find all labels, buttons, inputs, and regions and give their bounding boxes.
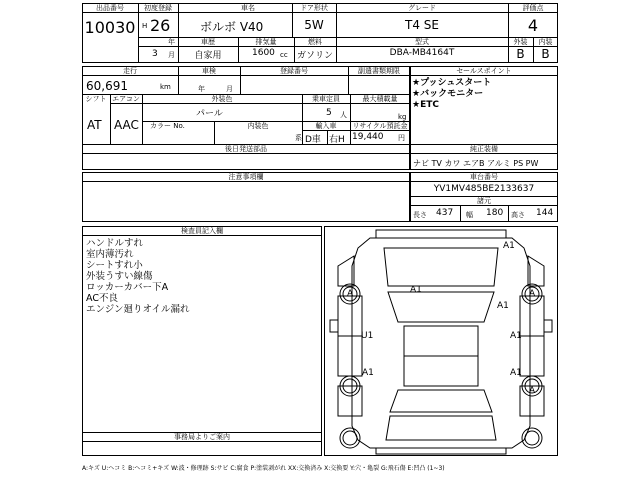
model-value: DBA-MB4164T: [389, 48, 455, 58]
first-reg-label: 初度登録: [144, 4, 172, 12]
note-7: エンジン廻りオイル漏れ: [86, 304, 190, 315]
dimensions-label: 諸元: [477, 197, 491, 205]
inspection-year: 年: [198, 85, 205, 93]
damage-front-right-wheel: A: [529, 289, 536, 299]
mileage-label: 走行: [123, 67, 137, 75]
door-type: 5W: [304, 18, 324, 32]
grade-value: T4 SE: [405, 18, 439, 32]
era-value: H: [142, 22, 148, 30]
int-color-label: 内装色: [247, 122, 269, 130]
recycle-unit: 円: [398, 134, 405, 142]
ext-color-value: パール: [196, 109, 223, 119]
year-unit: 年: [168, 38, 175, 46]
damage-front-left-wheel: A: [347, 289, 354, 299]
fuel-value: ガソリン: [296, 51, 333, 61]
damage-rear-right-door: A1: [510, 331, 522, 341]
cc-unit: cc: [280, 51, 288, 59]
grade-label: グレード: [408, 4, 436, 12]
inspector-notes-label: 検査員記入欄: [181, 227, 223, 235]
width-label: 幅: [466, 211, 473, 219]
month-value: 3: [152, 49, 158, 59]
width-value: 180: [486, 208, 504, 218]
caution-label: 注意事項欄: [228, 173, 264, 181]
sales-point-2: ★バックモニター: [412, 89, 484, 99]
damage-rear-right-quarter: A1: [510, 368, 522, 378]
car-name-label: 車名: [241, 4, 255, 12]
km-unit: km: [160, 83, 171, 91]
sales-point-3: ★ETC: [412, 100, 439, 110]
note-1: ハンドルすれ: [86, 238, 144, 249]
car-diagram: [324, 226, 558, 456]
import-d: D車: [305, 135, 321, 145]
capacity-unit: 人: [340, 111, 347, 119]
sales-point-label: セールスポイント: [456, 67, 512, 75]
mileage-value: 60,691: [86, 79, 128, 93]
aircon-value: AAC: [114, 118, 139, 132]
remarks-label: 副遣書類期限: [358, 67, 400, 75]
damage-hood: A1: [410, 285, 422, 295]
note-2: 室内薄汚れ: [86, 249, 134, 260]
aircon-label: エアコン: [112, 95, 140, 103]
usage-label: 車歴: [201, 38, 215, 46]
damage-front-right-door: A1: [497, 301, 509, 311]
model-label: 型式: [415, 38, 429, 46]
ext-score-value: B: [516, 47, 525, 61]
note-3: シートすれ小: [86, 260, 143, 271]
lot-number: 10030: [84, 18, 136, 37]
displacement-label: 排気量: [255, 38, 277, 46]
year-value: 26: [150, 16, 171, 35]
inspector-notes-list: [86, 238, 190, 315]
usage-value: 自家用: [194, 51, 222, 61]
length-value: 437: [436, 208, 454, 218]
inspection-month: 月: [226, 85, 233, 93]
height-label: 高さ: [511, 211, 525, 219]
month-unit: 月: [168, 51, 175, 59]
door-type-label: ドア形状: [300, 4, 328, 12]
equipment-value: ナビ TV カワ エアB アルミ PS PW: [413, 159, 539, 168]
office-label: 事務局よりご案内: [174, 433, 230, 441]
fuel-label: 燃料: [308, 38, 322, 46]
damage-rear-right-wheel: A: [529, 386, 536, 396]
displacement-value: 1600: [252, 48, 275, 58]
ext-score-label: 外装: [513, 38, 528, 46]
score-value: 4: [527, 16, 539, 35]
kg-unit: kg: [398, 113, 407, 121]
score-label: 評価点: [522, 4, 544, 12]
max-load-label: 最大積載量: [362, 95, 398, 103]
type-prefix: 系: [295, 134, 302, 142]
shift-value: AT: [87, 118, 102, 132]
int-score-value: B: [541, 47, 550, 61]
lot-no-label: 出品番号: [96, 4, 124, 12]
note-6: AC不良: [86, 293, 118, 304]
chassis-value: YV1MV485BE2133637: [433, 184, 535, 194]
note-4: 外装うすい線傷: [86, 271, 153, 282]
ext-color-label: 外装色: [211, 95, 233, 103]
damage-rear-left-door: U1: [361, 331, 374, 341]
sales-points: [412, 78, 491, 111]
damage-rear-left-wheel: A1: [362, 368, 374, 378]
import-r: 右H: [329, 135, 345, 145]
footer-legend: A:キズ U:ヘコミ B:ヘコミ+キズ W:波・修理跡 S:サビ C:腐食 P:塗装剥がれ XX:交換済み X:交換要 Y:穴・亀裂 G:飛石傷 E:凹凸 (1~3): [82, 465, 445, 472]
recycle-value: 19,440: [352, 132, 384, 142]
shift-label: シフト: [85, 95, 107, 103]
recycle-label: リサイクル預託金: [352, 122, 408, 130]
damage-front-right-top: A1: [503, 241, 515, 251]
note-5: ロッカーカバー下A: [86, 282, 169, 293]
color-no-label: カラー No.: [150, 122, 185, 130]
dispatch-label: 後日発送部品: [225, 145, 267, 153]
height-value: 144: [536, 208, 554, 218]
sales-point-1: ★プッシュスタート: [412, 78, 492, 88]
chassis-label: 車台番号: [470, 173, 498, 181]
inspection-label: 車検: [202, 67, 216, 75]
int-score-label: 内装: [538, 38, 553, 46]
equipment-label: 純正装備: [470, 145, 498, 153]
length-label: 長さ: [413, 211, 427, 219]
capacity-label: 乗車定員: [312, 95, 340, 103]
capacity-value: 5: [326, 108, 332, 118]
car-name: ボルボ V40: [200, 20, 264, 34]
reg-no-label: 登録番号: [280, 67, 308, 75]
import-label: 輸入車: [315, 122, 337, 130]
